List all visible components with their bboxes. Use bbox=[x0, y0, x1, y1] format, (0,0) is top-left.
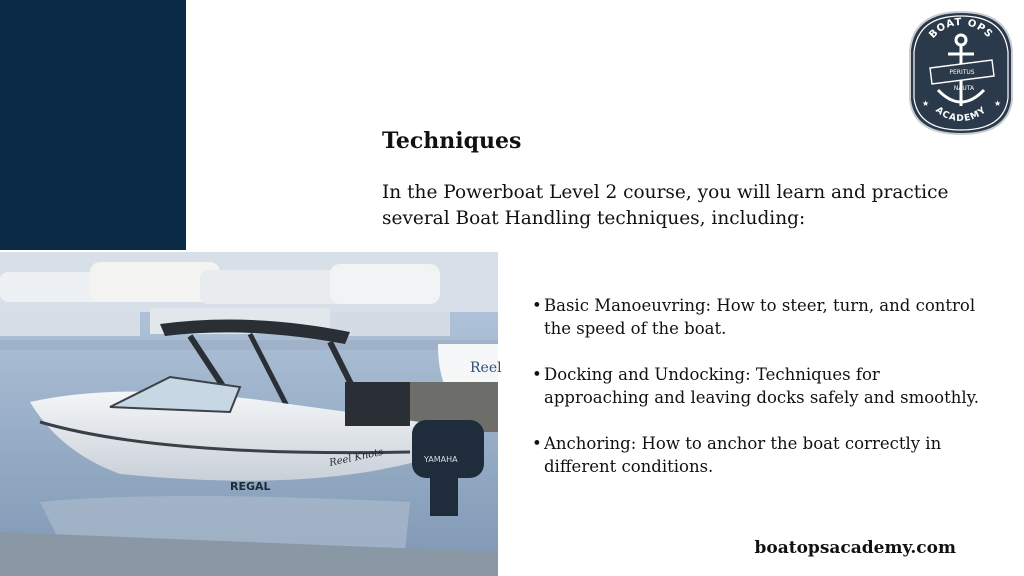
boat-photo bbox=[0, 252, 502, 576]
boat-name-text: Reel Knots bbox=[328, 446, 385, 469]
technique-list bbox=[530, 294, 980, 501]
list-item-text: Anchoring: How to anchor the boat correctly in different conditions. bbox=[544, 434, 942, 476]
list-item bbox=[530, 432, 980, 478]
neighbor-boat bbox=[438, 344, 502, 388]
list-item bbox=[530, 363, 980, 409]
logo-top-text: BOAT OPS bbox=[927, 16, 995, 41]
logo-ribbon-text-2: NAUTA bbox=[953, 85, 975, 92]
intro-paragraph: In the Powerboat Level 2 course, you will learn and practice several Boat Handling techniques, including: bbox=[382, 182, 949, 229]
boat-ops-academy-logo bbox=[908, 10, 1014, 136]
star-icon: ★ bbox=[922, 99, 930, 108]
engine-brand-text: YAMAHA bbox=[424, 455, 458, 464]
list-item bbox=[530, 294, 980, 340]
navy-accent-block bbox=[0, 0, 186, 250]
list-item-text: Docking and Undocking: Techniques for approaching and leaving docks safely and smoothly. bbox=[544, 365, 980, 407]
logo-bottom-text: ACADEMY bbox=[933, 105, 989, 125]
star-icon: ★ bbox=[994, 99, 1002, 108]
bullet-marker: • bbox=[532, 434, 542, 453]
logo-ribbon-text-1: PERITUS bbox=[949, 69, 975, 76]
bullet-marker: • bbox=[532, 365, 542, 384]
slide-title: Techniques bbox=[382, 128, 522, 154]
boat-brand-text: REGAL bbox=[230, 480, 271, 493]
website-footer: boatopsacademy.com bbox=[754, 538, 956, 558]
neighbor-boat-name: Reel bbox=[470, 360, 502, 376]
list-item-text: Basic Manoeuvring: How to steer, turn, and control the speed of the boat. bbox=[544, 296, 976, 338]
bullet-marker: • bbox=[532, 296, 542, 315]
